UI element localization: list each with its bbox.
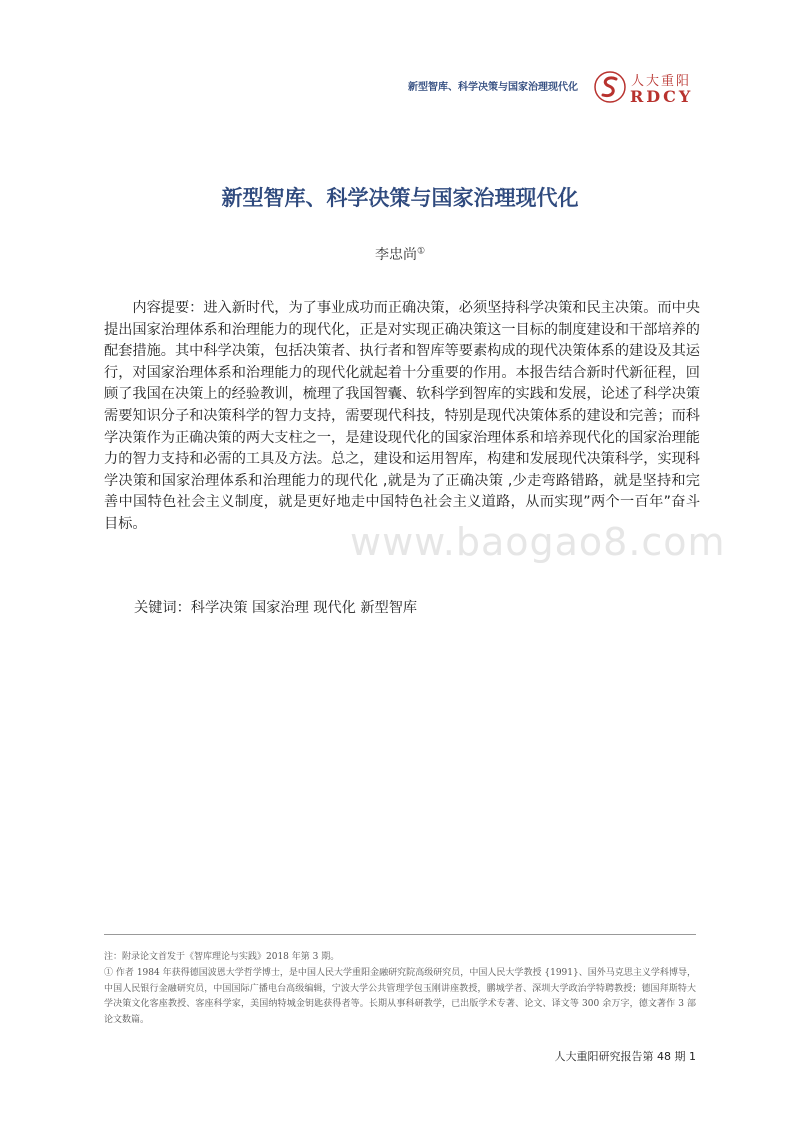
watermark: www.baogao8.com [350,520,726,564]
logo-chinese-name: 人大重阳 [631,74,692,89]
footnote-divider [104,934,696,935]
page-footer: 人大重阳研究报告第 48 期 1 [554,1050,696,1063]
author-line [0,244,800,264]
author-bio-footnote: ① 作者 1984 年获得德国波恩大学哲学博士，是中国人民大学重阳金融研究院高级研究员，中国人民大学教授 {1991}、国外马克思主义学科博导，中国人民银行金融研究员，中国国际广播电台高级编辑，宁波大学公共管理学包玉刚讲座教授，鹏城学者、深圳大学政治学特聘教授；德国拜斯特大学决策文化客座教授、客座科学家，美国纳特城金钥匙获得者等。长期从事科研教学，已出版学术专著、论文、译文等 300 余万字，德文著作 3 部论文数篇。 [104,968,696,1025]
seal-icon [593,70,627,104]
publication-note: 注：附录论文首发于《智库理论与实践》2018 年第 3 期。 [104,952,340,962]
logo-english-name: RDCY [630,87,694,106]
running-header: 新型智库、科学决策与国家治理现代化 [408,82,578,93]
keywords-line: 关键词：科学决策 国家治理 现代化 新型智库 [134,600,418,616]
author-footnote-mark[interactable]: ① [416,246,426,257]
abstract-paragraph: 内容提要：进入新时代，为了事业成功而正确决策，必须坚持科学决策和民主决策。而中央提出国家治理体系和治理能力的现代化，正是对实现正确决策这一目标的制度建设和干部培养的配套措施。其中科学决策，包括决策者、执行者和智库等要素构成的现代决策体系的建设及其运行，对国家治理体系和治理能力的现代化就起着十分重要的作用。本报告结合新时代新征程，回顾了我国在决策上的经验教训，梳理了我国智囊、软科学到智库的实践和发展，论述了科学决策需要知识分子和决策科学的智力支持，需要现代科技，特别是现代决策体系的建设和完善；而科学决策作为正确决策的两大支柱之一，是建设现代化的国家治理体系和培养现代化的国家治理能力的智力支持和必需的工具及方法。总之，建设和运用智库，构建和发展现代决策科学，实现科学决策和国家治理体系和治理能力的现代化 ,就是为了正确决策 ,少走弯路错路，就是坚持和完善中国特色社会主义制度，就是更好地走中国特色社会主义道路，从而实现”两个一百年”奋斗目标。 [104,300,701,532]
rdcy-logo [593,70,713,108]
author-name: 李忠尚 [374,247,417,263]
article-title: 新型智库、科学决策与国家治理现代化 [221,186,579,210]
